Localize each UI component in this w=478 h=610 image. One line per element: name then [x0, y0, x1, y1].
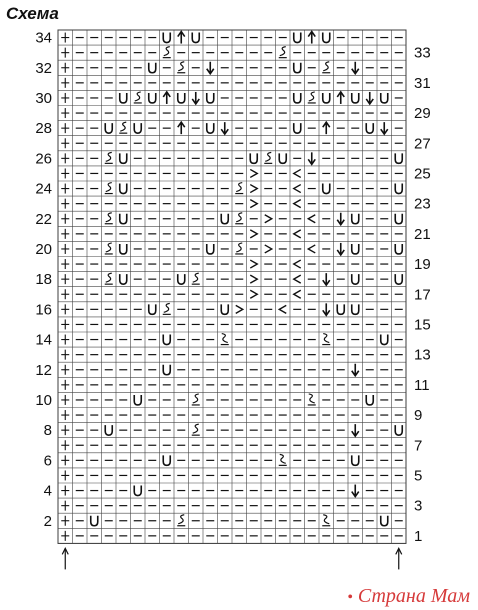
row-number-right: 3 — [414, 497, 423, 515]
row-number-left: 10 — [35, 391, 52, 409]
watermark — [347, 585, 470, 608]
row-number-right: 25 — [414, 165, 431, 183]
row-number-left: 16 — [35, 301, 52, 319]
row-number-right: 15 — [414, 316, 431, 334]
row-number-right: 21 — [414, 225, 431, 243]
row-number-right: 9 — [414, 407, 423, 425]
row-number-left: 34 — [35, 29, 52, 47]
row-number-right: 11 — [414, 376, 430, 394]
row-number-left: 22 — [35, 210, 52, 228]
row-number-left: 32 — [35, 59, 52, 77]
row-number-right: 33 — [414, 44, 431, 62]
row-number-left: 30 — [35, 89, 52, 107]
row-number-left: 28 — [35, 120, 52, 138]
watermark-text: Страна Мам — [357, 585, 470, 607]
row-number-right: 17 — [414, 286, 431, 304]
row-number-left: 4 — [43, 482, 52, 500]
row-number-right: 13 — [414, 346, 431, 364]
row-number-right: 7 — [414, 437, 423, 455]
row-number-right: 27 — [414, 135, 431, 153]
row-number-left: 18 — [35, 271, 52, 289]
row-number-left: 24 — [35, 180, 52, 198]
row-number-right: 5 — [414, 467, 423, 485]
row-number-right: 29 — [414, 105, 431, 123]
watermark-dot-icon: • — [347, 589, 353, 606]
chart-title: Схема — [6, 4, 59, 23]
row-number-left: 20 — [35, 240, 52, 258]
row-number-left: 2 — [43, 512, 52, 530]
row-number-left: 6 — [43, 452, 52, 470]
row-number-right: 1 — [414, 527, 423, 545]
row-number-left: 26 — [35, 150, 52, 168]
row-number-left: 8 — [43, 422, 52, 440]
row-number-left: 12 — [35, 361, 52, 379]
row-number-right: 19 — [414, 256, 431, 274]
row-number-right: 31 — [414, 74, 431, 92]
row-number-right: 23 — [414, 195, 431, 213]
row-number-left: 14 — [35, 331, 52, 349]
